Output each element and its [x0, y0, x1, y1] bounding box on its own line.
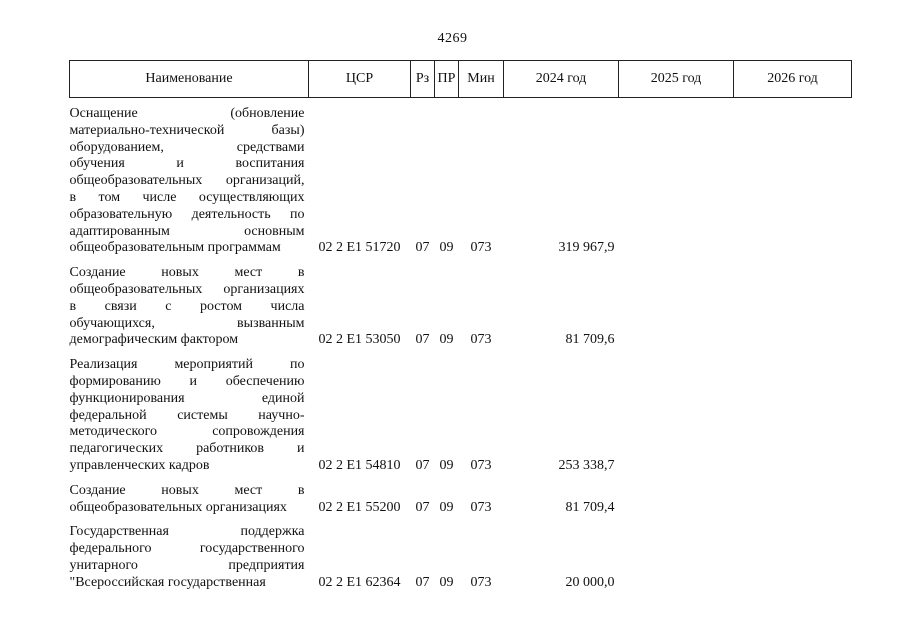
header-csr: ЦСР — [309, 61, 411, 98]
row-spacer-cell — [70, 516, 852, 524]
row-name-line: формированию и обеспечению — [69, 373, 305, 389]
row-spacer — [70, 98, 852, 107]
row-name-line: образовательную деятельность по — [69, 206, 305, 222]
table-header — [70, 61, 852, 98]
row-y2024-cell: 81 709,6 — [565, 332, 615, 348]
row-y2026-cell — [734, 106, 852, 257]
row-name-cell — [70, 357, 309, 475]
table-row — [70, 106, 852, 257]
row-csr-cell: 02 2 E1 54810 — [318, 457, 401, 473]
row-y2024-cell: 81 709,4 — [565, 499, 615, 515]
row-name-line: Создание новых мест в — [69, 265, 305, 281]
row-y2024-cell: 253 338,7 — [558, 457, 615, 473]
row-y2026-cell — [734, 524, 852, 591]
header-min: Мин — [459, 61, 504, 98]
table-row — [70, 265, 852, 349]
row-csr-cell: 02 2 E1 53050 — [318, 332, 401, 348]
header-row — [70, 61, 852, 98]
row-name-line: федеральной системы научно- — [69, 407, 305, 423]
row-name-line: "Всероссийская государственная — [69, 574, 266, 590]
row-csr-cell: 02 2 E1 55200 — [318, 499, 401, 515]
row-rz-cell: 07 — [415, 457, 430, 473]
row-name-cell — [70, 265, 309, 349]
row-rz-cell: 07 — [415, 332, 430, 348]
page-number: 4269 — [437, 31, 468, 46]
table-body — [70, 98, 852, 592]
row-name-line: обучающихся, вызванным — [69, 315, 305, 331]
row-y2025-cell — [619, 106, 734, 257]
table-row — [70, 357, 852, 475]
row-min-cell: 073 — [470, 457, 492, 473]
row-spacer-cell — [70, 349, 852, 357]
row-pr-cell: 09 — [439, 499, 454, 515]
row-name-line: Создание новых мест в — [69, 482, 305, 498]
row-spacer — [70, 349, 852, 357]
row-spacer — [70, 516, 852, 524]
row-name-line: функционирования единой — [69, 390, 305, 406]
row-name-cell — [70, 106, 309, 257]
row-name-line: общеобразовательным программам — [69, 240, 281, 256]
row-y2025-cell — [619, 265, 734, 349]
row-min-cell: 073 — [470, 240, 492, 256]
row-name-cell — [70, 524, 309, 591]
header-name: Наименование — [70, 61, 309, 98]
row-y2025-cell — [619, 524, 734, 591]
row-pr-cell: 09 — [439, 332, 454, 348]
row-spacer-cell — [70, 257, 852, 265]
row-y2026-cell — [734, 357, 852, 475]
row-rz-cell: 07 — [415, 240, 430, 256]
row-name-line: педагогических работников и — [69, 441, 305, 457]
row-name-cell — [70, 483, 309, 517]
table-row — [70, 483, 852, 517]
row-name-line: Оснащение (обновление — [69, 106, 305, 121]
row-spacer-cell — [70, 475, 852, 483]
row-min-cell: 073 — [470, 332, 492, 348]
budget-table — [69, 60, 852, 592]
row-name-line: общеобразовательных организаций, — [69, 173, 305, 189]
row-pr-cell: 09 — [439, 457, 454, 473]
row-pr-cell: 09 — [439, 574, 454, 590]
header-pr: ПР — [435, 61, 459, 98]
row-name-line: оборудованием, средствами — [69, 139, 305, 155]
row-spacer — [70, 257, 852, 265]
row-y2024-cell: 319 967,9 — [558, 240, 615, 256]
row-y2026-cell — [734, 483, 852, 517]
header-2026: 2026 год — [734, 61, 852, 98]
row-csr-cell: 02 2 E1 62364 — [318, 574, 401, 590]
row-spacer — [70, 475, 852, 483]
row-pr-cell: 09 — [439, 240, 454, 256]
row-name-line: общеобразовательных организациях — [69, 499, 287, 515]
row-y2025-cell — [619, 357, 734, 475]
row-spacer-cell — [70, 98, 852, 107]
row-rz-cell: 07 — [415, 499, 430, 515]
row-name-line: материально-технической базы) — [69, 122, 305, 138]
row-name-line: обучения и воспитания — [69, 156, 305, 172]
row-name-line: управленческих кадров — [69, 457, 210, 473]
row-y2025-cell — [619, 483, 734, 517]
row-y2024-cell: 20 000,0 — [565, 574, 615, 590]
row-y2026-cell — [734, 265, 852, 349]
row-name-line: Реализация мероприятий по — [69, 357, 305, 373]
row-name-line: Государственная поддержка — [69, 524, 305, 540]
row-min-cell: 073 — [470, 499, 492, 515]
table-row — [70, 524, 852, 591]
row-name-line: унитарного предприятия — [69, 557, 305, 573]
row-name-line: адаптированным основным — [69, 223, 305, 239]
row-rz-cell: 07 — [415, 574, 430, 590]
header-rz: Рз — [411, 61, 435, 98]
row-name-line: федерального государственного — [69, 541, 305, 557]
row-name-line: общеобразовательных организациях — [69, 281, 305, 297]
row-name-line: в том числе осуществляющих — [69, 189, 305, 205]
header-2025: 2025 год — [619, 61, 734, 98]
row-name-line: в связи с ростом числа — [69, 298, 305, 314]
row-csr-cell: 02 2 E1 51720 — [318, 240, 401, 256]
row-name-line: демографическим фактором — [69, 332, 239, 348]
row-name-line: методического сопровождения — [69, 424, 305, 440]
row-min-cell: 073 — [470, 574, 492, 590]
header-2024: 2024 год — [504, 61, 619, 98]
